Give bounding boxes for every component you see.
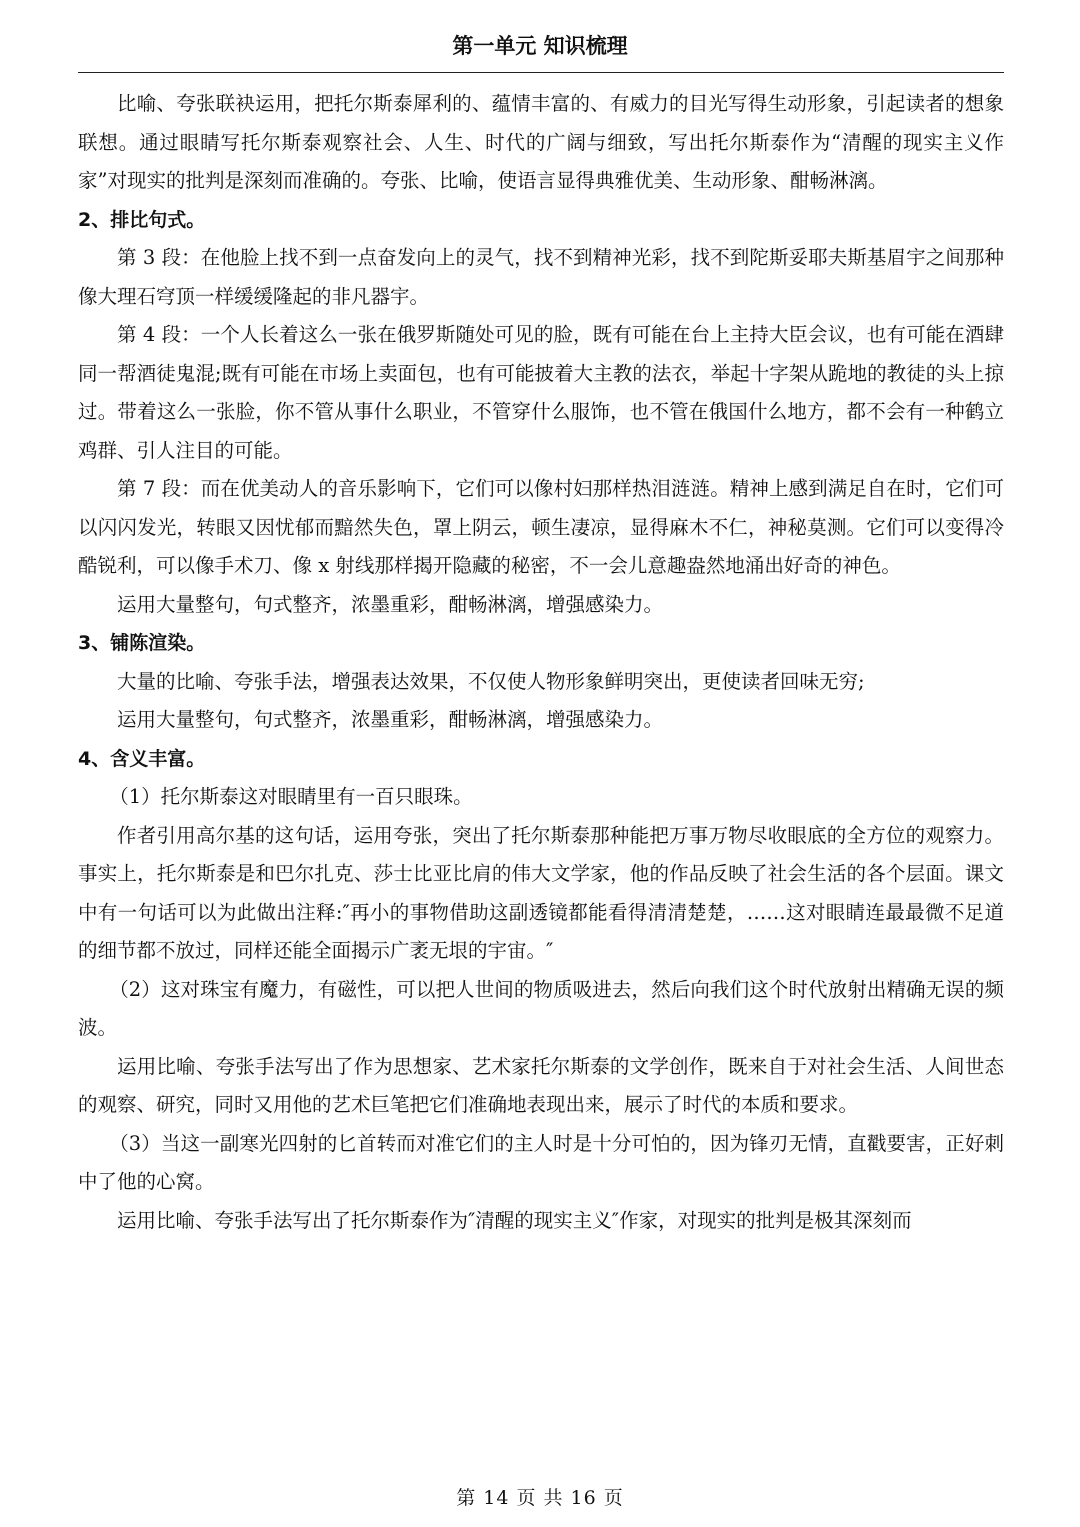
paragraph: （1）托尔斯泰这对眼睛里有一百只眼珠。 [109, 785, 473, 808]
section-heading: 2、排比句式。 [78, 208, 206, 231]
paragraph: 第 4 段：一个人长着这么一张在俄罗斯随处可见的脸，既有可能在台上主持大臣会议，也有可能在酒肆同一帮酒徒鬼混;既有可能在市场上卖面包，也有可能披着大主教的法衣，举起十字架从跪地的教徒的头上掠过。带着这么一张脸，你不管从事什么职业，不管穿什么服饰，也不管在俄国什么地方，都不会有一种鹤立鸡群、引人注目的可能。 [78, 323, 1004, 462]
paragraph: 第 3 段：在他脸上找不到一点奋发向上的灵气，找不到精神光彩，找不到陀斯妥耶夫斯基眉宇之间那种像大理石穹顶一样缓缓隆起的非凡器宇。 [78, 246, 1004, 308]
paragraph: 运用比喻、夸张手法写出了托尔斯泰作为″清醒的现实主义″作家，对现实的批判是极其深刻而 [117, 1208, 912, 1232]
page-header-title: 第一单元 知识梳理 [452, 34, 628, 58]
document-body [78, 85, 1004, 1240]
paragraph: 大量的比喻、夸张手法，增强表达效果，不仅使人物形象鲜明突出，更使读者回味无穷; [117, 669, 865, 693]
section-heading: 3、铺陈渲染。 [78, 632, 206, 654]
header-divider [78, 72, 1004, 73]
paragraph: 比喻、夸张联袂运用，把托尔斯泰犀利的、蕴情丰富的、有威力的目光写得生动形象，引起读者的想象联想。通过眼睛写托尔斯泰观察社会、人生、时代的广阔与细致，写出托尔斯泰作为“清醒的现实主义作家”对现实的批判是深刻而准确的。夸张、比喻，使语言显得典雅优美、生动形象、酣畅淋漓。 [78, 92, 1004, 192]
paragraph: 第 7 段：而在优美动人的音乐影响下，它们可以像村妇那样热泪涟涟。精神上感到满足自在时，它们可以闪闪发光，转眼又因忧郁而黯然失色，罩上阴云，顿生凄凉，显得麻木不仁，神秘莫测。它们可以变得冷酷锐利，可以像手术刀、像 x 射线那样揭开隐藏的秘密，不一会儿意趣盎然地涌出好奇的神色。 [78, 477, 1004, 577]
paragraph: 运用大量整句，句式整齐，浓墨重彩，酣畅淋漓，增强感染力。 [117, 592, 664, 616]
paragraph: 运用大量整句，句式整齐，浓墨重彩，酣畅淋漓，增强感染力。 [117, 708, 664, 731]
page-number-footer: 第 14 页 共 16 页 [456, 1487, 624, 1509]
section-heading: 4、含义丰富。 [78, 747, 206, 770]
paragraph: 运用比喻、夸张手法写出了作为思想家、艺术家托尔斯泰的文学创作，既来自于对社会生活、人间世态的观察、研究，同时又用他的艺术巨笔把它们准确地表现出来，展示了时代的本质和要求。 [78, 1054, 1004, 1116]
paragraph: （3）当这一副寒光四射的匕首转而对准它们的主人时是十分可怕的，因为锋刃无情，直戳要害，正好刺中了他的心窝。 [78, 1131, 1004, 1193]
paragraph: （2）这对珠宝有魔力，有磁性，可以把人世间的物质吸进去，然后向我们这个时代放射出精确无误的频波。 [78, 977, 1004, 1039]
paragraph: 作者引用高尔基的这句话，运用夸张，突出了托尔斯泰那种能把万事万物尽收眼底的全方位的观察力。事实上，托尔斯泰是和巴尔扎克、莎士比亚比肩的伟大文学家，他的作品反映了社会生活的各个层面。课文中有一句话可以为此做出注释:″再小的事物借助这副透镜都能看得清清楚楚，……这对眼睛连最最微不足道的细节都不放过，同样还能全面揭示广袤无垠的宇宙。″ [78, 823, 1004, 962]
